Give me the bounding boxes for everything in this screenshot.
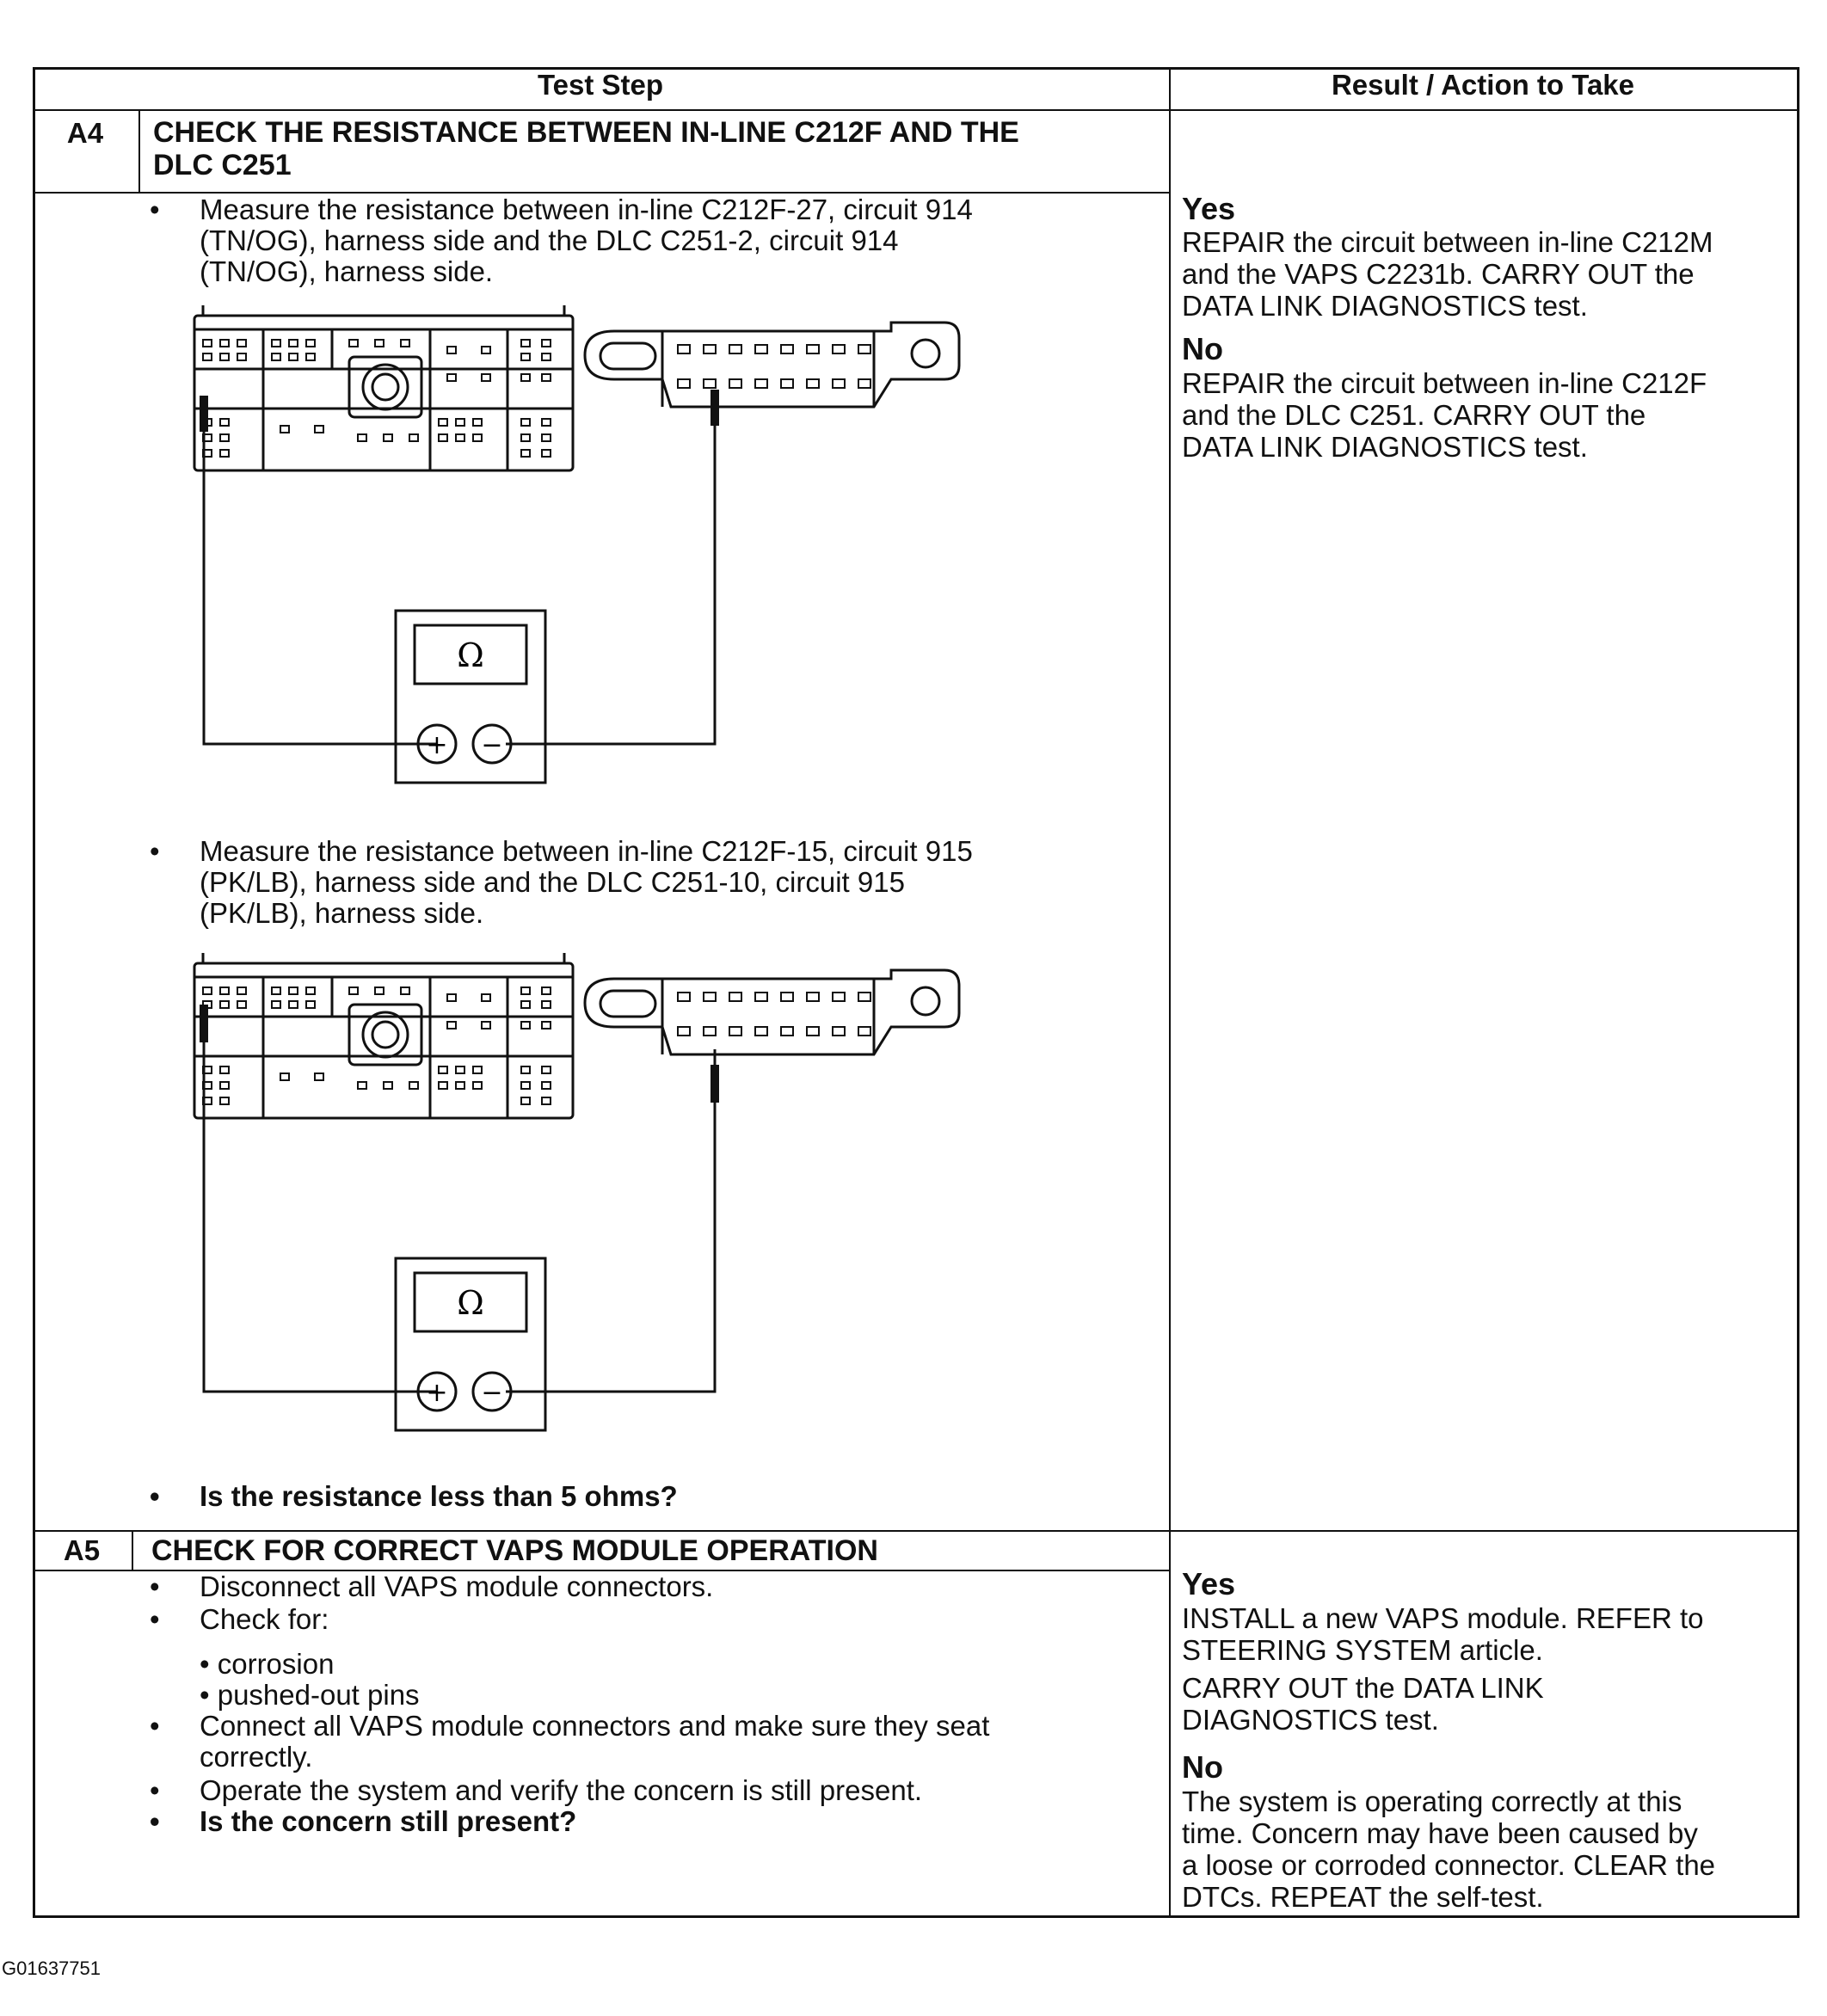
a5-yes-label: Yes (1182, 1566, 1236, 1601)
a4-bullet-1-line2: (TN/OG), harness side and the DLC C251-2, circuit 914 (200, 224, 899, 256)
step-title-a4-line1: CHECK THE RESISTANCE BETWEEN IN-LINE C212F AND THE (153, 116, 1019, 149)
a5-bullet-3 (150, 1710, 990, 1773)
probe-right (710, 390, 719, 426)
a5-yes-line1: INSTALL a new VAPS module. REFER to (1182, 1602, 1704, 1634)
bullet-dot: • (150, 835, 160, 867)
a5-bullet-3-line2: correctly. (200, 1741, 313, 1773)
center-bolt (363, 1012, 408, 1057)
a5-no-line3: a loose or corroded connector. CLEAR the (1182, 1849, 1716, 1881)
bullet-dot: • (150, 1480, 160, 1512)
a5-bullet-5 (150, 1805, 577, 1837)
a4-yes-line2: and the VAPS C2231b. CARRY OUT the (1182, 258, 1695, 290)
bullet-dot: • (150, 194, 160, 225)
a5-sub-1: • corrosion (200, 1648, 335, 1680)
bullet-dot: • (150, 1603, 160, 1635)
a5-bullet-4-text: Operate the system and verify the concern is still present. (200, 1774, 923, 1806)
figure-code: G01637751 (2, 1958, 101, 1979)
bullet-dot: • (150, 1774, 160, 1806)
resistance-diagram-1 (181, 305, 981, 796)
lead-positive (204, 430, 437, 744)
lead-positive (204, 1041, 437, 1392)
bullet-dot: • (150, 1805, 160, 1837)
lead-negative (506, 424, 715, 744)
a5-bullet-3-line1: Connect all VAPS module connectors and make sure they seat (200, 1710, 990, 1742)
a4-bullet-2 (150, 835, 973, 929)
a5-top-rule (35, 1530, 1797, 1532)
a5-yes2-line1: CARRY OUT the DATA LINK (1182, 1672, 1544, 1704)
lead-negative (506, 1101, 715, 1392)
plus-sign: + (426, 730, 448, 760)
a4-bullet-2-line2: (PK/LB), harness side and the DLC C251-10, circuit 915 (200, 866, 905, 898)
step-title-a5: CHECK FOR CORRECT VAPS MODULE OPERATION (151, 1534, 878, 1567)
center-bolt (363, 365, 408, 409)
step-id-a4: A4 (66, 117, 104, 149)
a4-bullet-2-line3: (PK/LB), harness side. (200, 897, 484, 929)
a4-no-text (1182, 367, 1793, 463)
header-test-step: Test Step (537, 69, 664, 101)
a4-bullet-1 (150, 194, 973, 287)
a5-yes-text (1182, 1602, 1793, 1666)
resistance-diagram-2 (181, 953, 981, 1443)
step-title-a4-line2: DLC C251 (153, 149, 292, 181)
a5-bullet-4 (150, 1774, 923, 1806)
a5-no-line1: The system is operating correctly at this (1182, 1786, 1682, 1817)
a5-sub-2: • pushed-out pins (200, 1679, 420, 1711)
a5-bullet-5-text: Is the concern still present? (200, 1805, 577, 1837)
ohm-symbol: Ω (457, 636, 484, 674)
step-title-a4 (153, 116, 1134, 181)
bullet-dot: • (150, 1570, 160, 1602)
a4-bullet-1-line1: Measure the resistance between in-line C212F-27, circuit 914 (200, 194, 973, 225)
plus-sign: + (426, 1378, 448, 1408)
a4-no-line2: and the DLC C251. CARRY OUT the (1182, 399, 1646, 431)
a4-yes-label: Yes (1182, 191, 1236, 226)
a5-bullet-2 (150, 1603, 329, 1635)
column-divider (1169, 70, 1171, 1915)
a5-id-divider (132, 1530, 133, 1570)
a5-yes-line2: STEERING SYSTEM article. (1182, 1634, 1543, 1666)
minus-sign: − (481, 1378, 503, 1408)
a5-bullet-1-text: Disconnect all VAPS module connectors. (200, 1570, 714, 1602)
probe-right (710, 1065, 719, 1103)
a5-no-text (1182, 1786, 1793, 1913)
a5-yes2-line2: DIAGNOSTICS test. (1182, 1704, 1439, 1736)
dlc-connector-c251 (585, 323, 959, 407)
a5-bullet-2-text: Check for: (200, 1603, 329, 1635)
a4-no-line3: DATA LINK DIAGNOSTICS test. (1182, 431, 1588, 463)
minus-sign: − (481, 730, 503, 760)
a5-no-line2: time. Concern may have been caused by (1182, 1817, 1698, 1849)
probe-left (200, 1005, 208, 1042)
a4-yes-line3: DATA LINK DIAGNOSTICS test. (1182, 290, 1588, 322)
a5-no-label: No (1182, 1749, 1223, 1785)
probe-left (200, 396, 208, 432)
step-id-a5: A5 (63, 1534, 101, 1566)
header-result-action: Result / Action to Take (1331, 69, 1635, 101)
a4-yes-text (1182, 226, 1793, 322)
a5-bullet-1 (150, 1570, 714, 1602)
a4-yes-line1: REPAIR the circuit between in-line C212M (1182, 226, 1713, 258)
a4-bullet-1-line3: (TN/OG), harness side. (200, 255, 494, 287)
ohm-symbol: Ω (457, 1284, 484, 1322)
a4-no-line1: REPAIR the circuit between in-line C212F (1182, 367, 1707, 399)
a5-no-line4: DTCs. REPEAT the self-test. (1182, 1881, 1544, 1913)
a4-question-text: Is the resistance less than 5 ohms? (200, 1480, 678, 1512)
a4-id-divider (138, 109, 140, 192)
dlc-connector-c251 (585, 970, 959, 1054)
header-rule (35, 109, 1797, 111)
bullet-dot: • (150, 1710, 160, 1742)
a4-no-label: No (1182, 331, 1223, 366)
a5-yes-text-2 (1182, 1672, 1793, 1736)
a4-question (150, 1480, 678, 1512)
a4-bullet-2-line1: Measure the resistance between in-line C212F-15, circuit 915 (200, 835, 973, 867)
